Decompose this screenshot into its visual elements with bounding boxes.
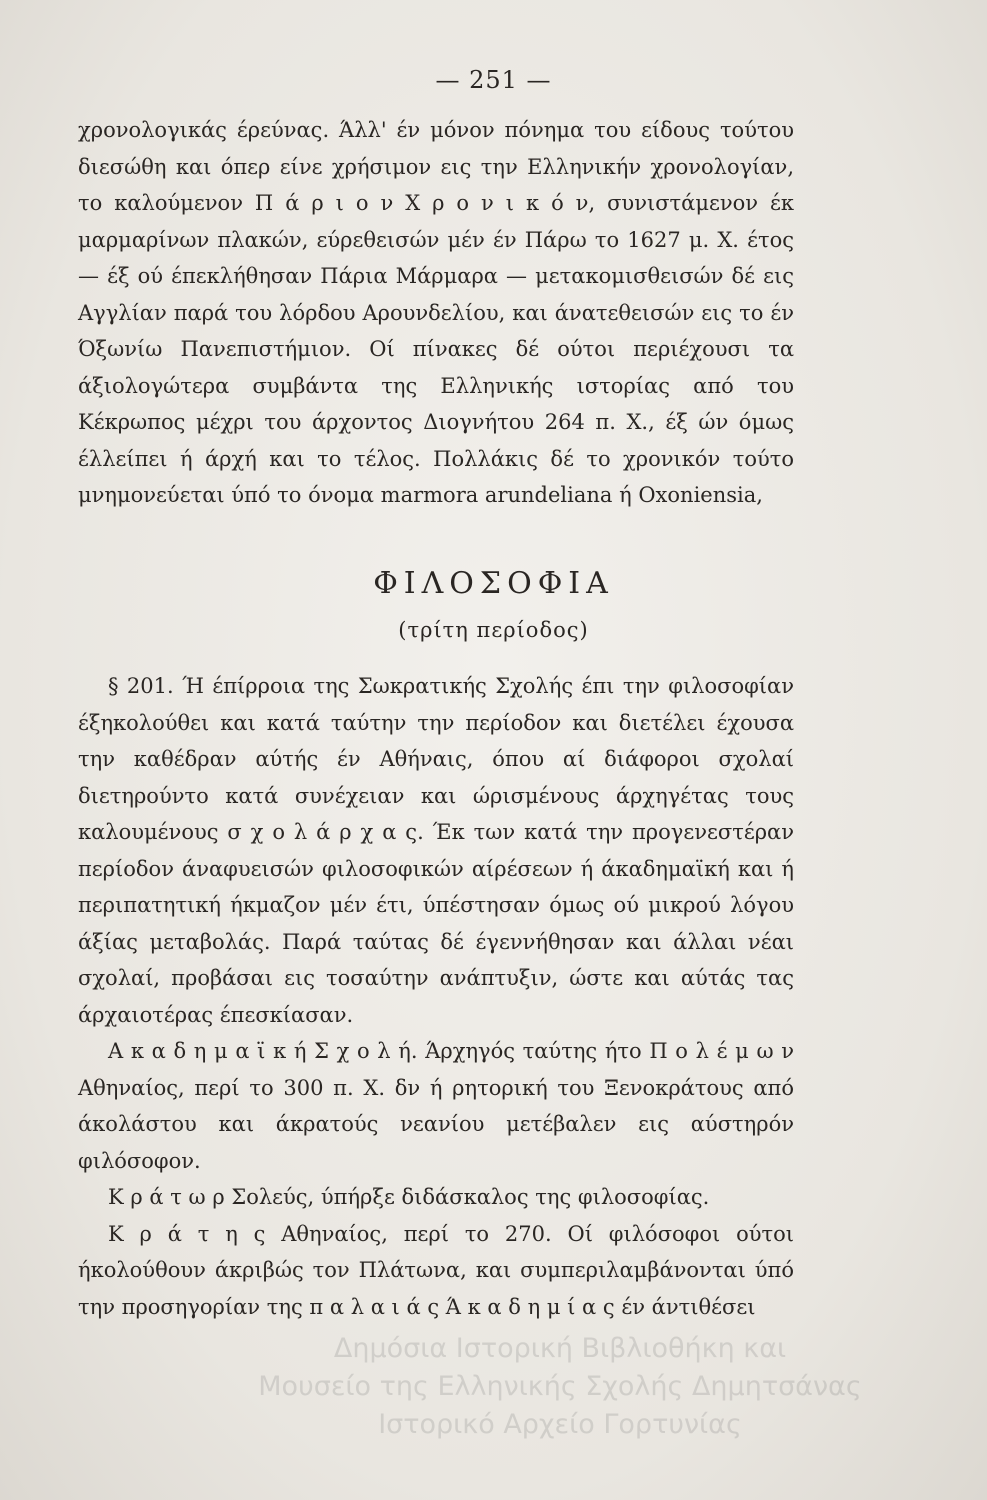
paragraph: Α κ α δ η μ α ϊ κ ή Σ χ ο λ ή. Άρχηγός ταύτης ήτο Π ο λ έ μ ω ν Αθηναίος, περί το 300 π. Χ. δν ή ρητορική του Ξενοκράτους από άκολάστου και άκρατούς νεανίου μετέβαλεν εις αύστηρόν φιλόσοφον. — [78, 1039, 794, 1173]
paragraph: Κ ρ ά τ ω ρ Σολεύς, ύπήρξε διδάσκαλος της φιλοσοφίας. — [108, 1185, 710, 1209]
section-title: ΦΙΛΟΣΟΦΙΑ — [373, 566, 614, 601]
paragraph: χρονολογικάς έρεύνας. Άλλ' έν μόνον πόνημα του είδους τούτου διεσώθη και όπερ είνε χρήσιμον εις την Ελληνικήν χρονολογίαν, το καλούμενον Π ά ρ ι ο ν Χ ρ ο ν ι κ ό ν, συνιστάμενον έκ μαρμαρίνων πλακών, εύρεθεισών μέν έν Πάρω το 1627 μ. Χ. έτος — έξ ού έπεκλήθησαν Πάρια Μάρμαρα — μετακομισθεισών δέ εις Αγγλίαν παρά του λόρδου Αρουνδελίου, και άνατεθεισών εις το έν Όξωνίω Πανεπιστήμιον. Οί πίνακες δέ ούτοι περιέχουσι τα άξιολογώτερα συμβάντα της Ελληνικής ιστορίας από του Κέκρωπος μέχρι του άρχοντος Διογνήτου 264 π. Χ., έξ ών όμως έλλείπει ή άρχή και το τέλος. Πολλάκις δέ το χρονικόν τούτο μνημονεύεται ύπό το όνομα marmora arundeliana ή Oxoniensia, — [78, 118, 794, 507]
paragraph: § 201. Ή έπίρροια της Σωκρατικής Σχολής έπι την φιλοσοφίαν έξηκολούθει και κατά ταύτην την περίοδον και διετέλει έχουσα την καθέδραν αύτής έν Αθήναις, όπου αί διάφοροι σχολαί διετηρούντο κατά συνέχειαν και ώρισμένους άρχηγέτας τους καλουμένους σ χ ο λ ά ρ χ α ς. Έκ των κατά την προγενεστέραν περίοδον άναφυεισών φιλοσοφικών αίρέσεων ή άκαδημαϊκή και ή περιπατητική ήκμαζον μέν έτι, ύπέστησαν όμως ού μικρού λόγου άξίας μεταβολάς. Παρά ταύτας δέ έγεννήθησαν και άλλαι νέαι σχολαί, προβάσαι εις τοσαύτην ανάπτυξιν, ώστε και αύτάς τας άρχαιοτέρας έπεσκίασαν. — [78, 674, 794, 1027]
top-text-block — [78, 112, 794, 514]
paragraph: Κ ρ ά τ η ς Αθηναίος, περί το 270. Οί φιλόσοφοι ούτοι ήκολούθουν άκριβώς τον Πλάτωνα, και συμπεριλαμβάνονται ύπό την προσηγορίαν της π α λ α ι ά ς Ά κ α δ η μ ί α ς έν άντιθέσει — [78, 1221, 794, 1319]
watermark-line: Δημόσια Ιστορική Βιβλιοθήκη και — [333, 1333, 787, 1364]
watermark-line: Ιστορικό Αρχείο Γορτυνίας — [378, 1409, 742, 1440]
watermark-line: Μουσείο της Ελληνικής Σχολής Δημητσάνας — [258, 1371, 862, 1402]
library-watermark — [210, 1330, 910, 1444]
bottom-text-block — [78, 668, 794, 1325]
section-subtitle: (τρίτη περίοδος) — [398, 618, 589, 642]
page-number: — 251 — — [435, 66, 552, 94]
